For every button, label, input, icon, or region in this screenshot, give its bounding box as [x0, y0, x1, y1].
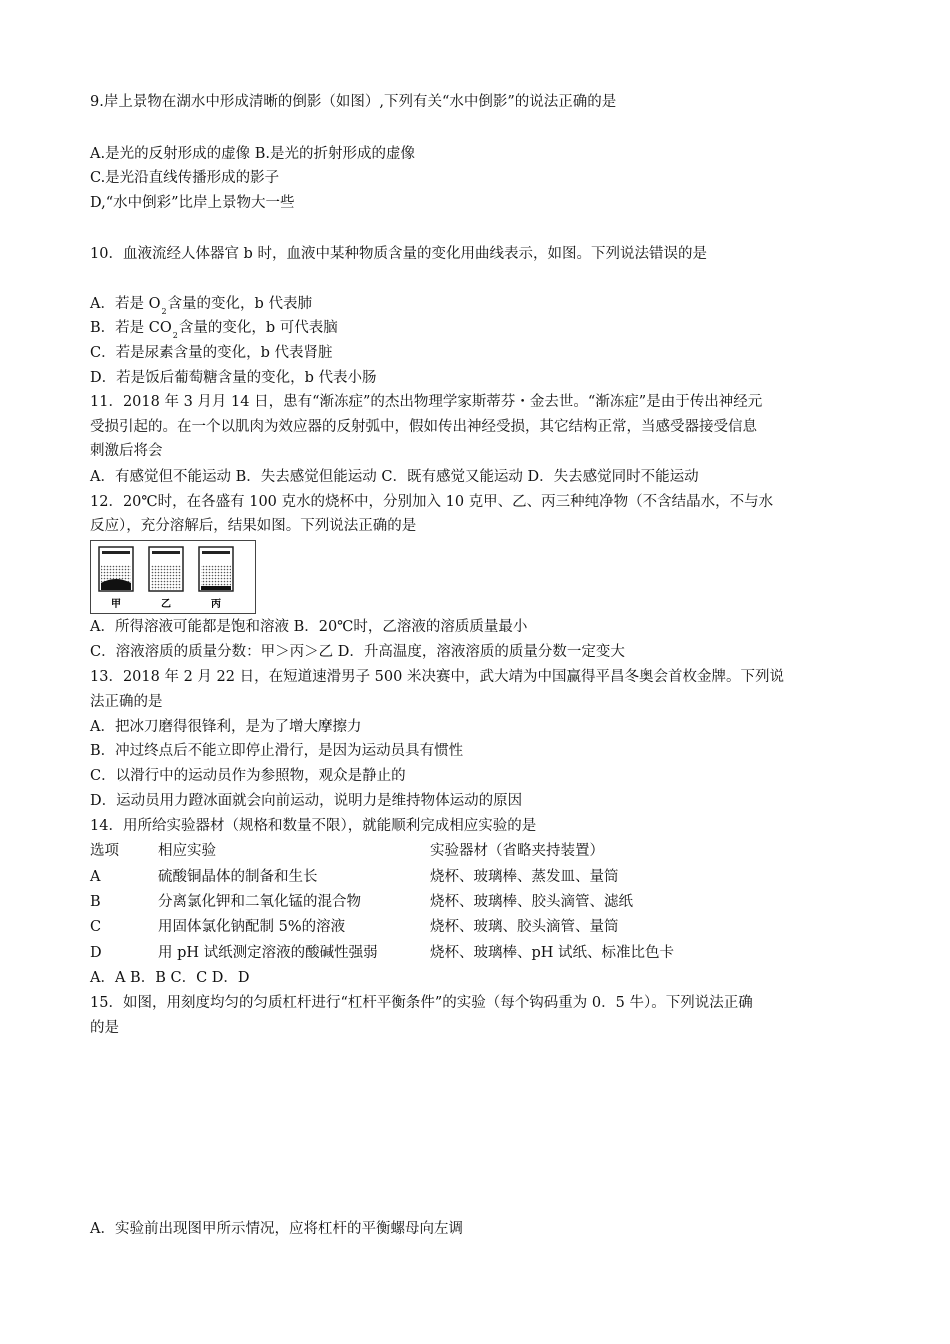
q9-option-ab: A.是光的反射形成的虚像 B.是光的折射形成的虚像: [90, 146, 415, 162]
row-equipment: 烧杯、玻璃、胶头滴管、量筒: [430, 919, 619, 935]
q13-option-a: A．把冰刀磨得很锋利，是为了增大摩擦力: [90, 719, 362, 735]
row-experiment: 用 pH 试纸测定溶液的酸碱性强弱: [158, 945, 378, 961]
q15-stem-line2: 的是: [90, 1020, 119, 1036]
q12-option-cd: C．溶液溶质的质量分数：甲＞丙＞乙 D．升高温度，溶液溶质的质量分数一定变大: [90, 644, 625, 660]
q11-stem-line1: 11．2018 年 3 月月 14 日，患有“渐冻症”的杰出物理学家斯蒂芬・金去世。“渐冻症”是由于传出神经元: [90, 394, 763, 410]
q11-stem-line2: 受损引起的。在一个以肌肉为效应器的反射弧中，假如传出神经受损，其它结构正常，当感受器接受信息: [90, 419, 757, 435]
q14-stem: 14．用所给实验器材（规格和数量不限），就能顺利完成相应实验的是: [90, 818, 537, 834]
row-experiment: 分离氯化钾和二氧化锰的混合物: [158, 894, 361, 910]
q15-stem-line1: 15．如图，用刻度均匀的匀质杠杆进行“杠杆平衡条件”的实验（每个钩码重为 0．5 牛）。下列说法正确: [90, 995, 753, 1011]
q15-option-a: A．实验前出现图甲所示情况，应将杠杆的平衡螺母向左调: [90, 1221, 463, 1237]
q10-option-d: D．若是饭后葡萄糖含量的变化，b 代表小肠: [90, 370, 377, 386]
header-equipment: 实验器材（省略夹持装置）: [430, 843, 604, 859]
q9-option-d: D,“水中倒彩”比岸上景物大一些: [90, 195, 295, 211]
header-experiment: 相应实验: [158, 843, 216, 859]
q10-stem: 10．血液流经人体器官 b 时，血液中某种物质含量的变化用曲线表示，如图。下列说法错误的是: [90, 246, 707, 262]
q10-option-b: B．若是 $CO_2$含量的变化，b 可代表脑: [90, 320, 338, 340]
label-yi: 乙: [161, 599, 171, 610]
q13-option-b: B．冲过终点后不能立即停止滑行，是因为运动员具有惯性: [90, 743, 464, 759]
beakers-figure: [90, 540, 256, 614]
q10-option-c: C．若是尿素含量的变化，b 代表肾脏: [90, 345, 333, 361]
q11-options: A．有感觉但不能运动 B．失去感觉但能运动 C．既有感觉又能运动 D．失去感觉同时不能运动: [90, 469, 699, 485]
q13-stem-line2: 法正确的是: [90, 694, 163, 710]
header-option: 选项: [90, 843, 119, 859]
row-equipment: 烧杯、玻璃棒、pH 试纸、标准比色卡: [430, 945, 675, 961]
beaker-bing: [199, 547, 233, 591]
row-equipment: 烧杯、玻璃棒、胶头滴管、滤纸: [430, 894, 633, 910]
q9-stem: 9.岸上景物在湖水中形成清晰的倒影（如图）,下列有关“水中倒影”的说法正确的是: [90, 94, 617, 110]
q12-stem-line2: 反应），充分溶解后，结果如图。下列说法正确的是: [90, 518, 417, 534]
q11-stem-line3: 刺激后将会: [90, 443, 163, 459]
beaker-jia: [99, 547, 133, 591]
q9-option-c: C.是光沿直线传播形成的影子: [90, 170, 280, 186]
row-experiment: 用固体氯化钠配制 5%的溶液: [158, 919, 346, 935]
q13-option-d: D．运动员用力蹬冰面就会向前运动，说明力是维持物体运动的原因: [90, 793, 523, 809]
beaker-yi: [149, 547, 183, 591]
beakers-illustration: [91, 541, 255, 613]
q13-option-c: C．以滑行中的运动员作为参照物，观众是静止的: [90, 768, 406, 784]
row-option: A: [90, 869, 101, 885]
row-equipment: 烧杯、玻璃棒、蒸发皿、量筒: [430, 869, 619, 885]
label-jia: 甲: [111, 599, 121, 610]
q12-stem-line1: 12．20℃时，在各盛有 100 克水的烧杯中，分别加入 10 克甲、乙、丙三种纯净物（不含结晶水，不与水: [90, 494, 774, 510]
q10-option-a: A．若是 $O_2$含量的变化，b 代表肺: [90, 296, 312, 316]
row-option: D: [90, 945, 102, 961]
q13-stem-line1: 13．2018 年 2 月 22 日，在短道速滑男子 500 米决赛中，武大靖为中国赢得平昌冬奥会首枚金牌。下列说: [90, 669, 784, 685]
row-experiment: 硫酸铜晶体的制备和生长: [158, 869, 318, 885]
row-option: C: [90, 919, 102, 935]
q12-option-ab: A．所得溶液可能都是饱和溶液 B．20℃时，乙溶液的溶质质量最小: [90, 619, 528, 635]
row-option: B: [90, 894, 101, 910]
label-bing: 丙: [211, 599, 221, 610]
q14-options: A．A B．B C．C D．D: [90, 970, 250, 986]
